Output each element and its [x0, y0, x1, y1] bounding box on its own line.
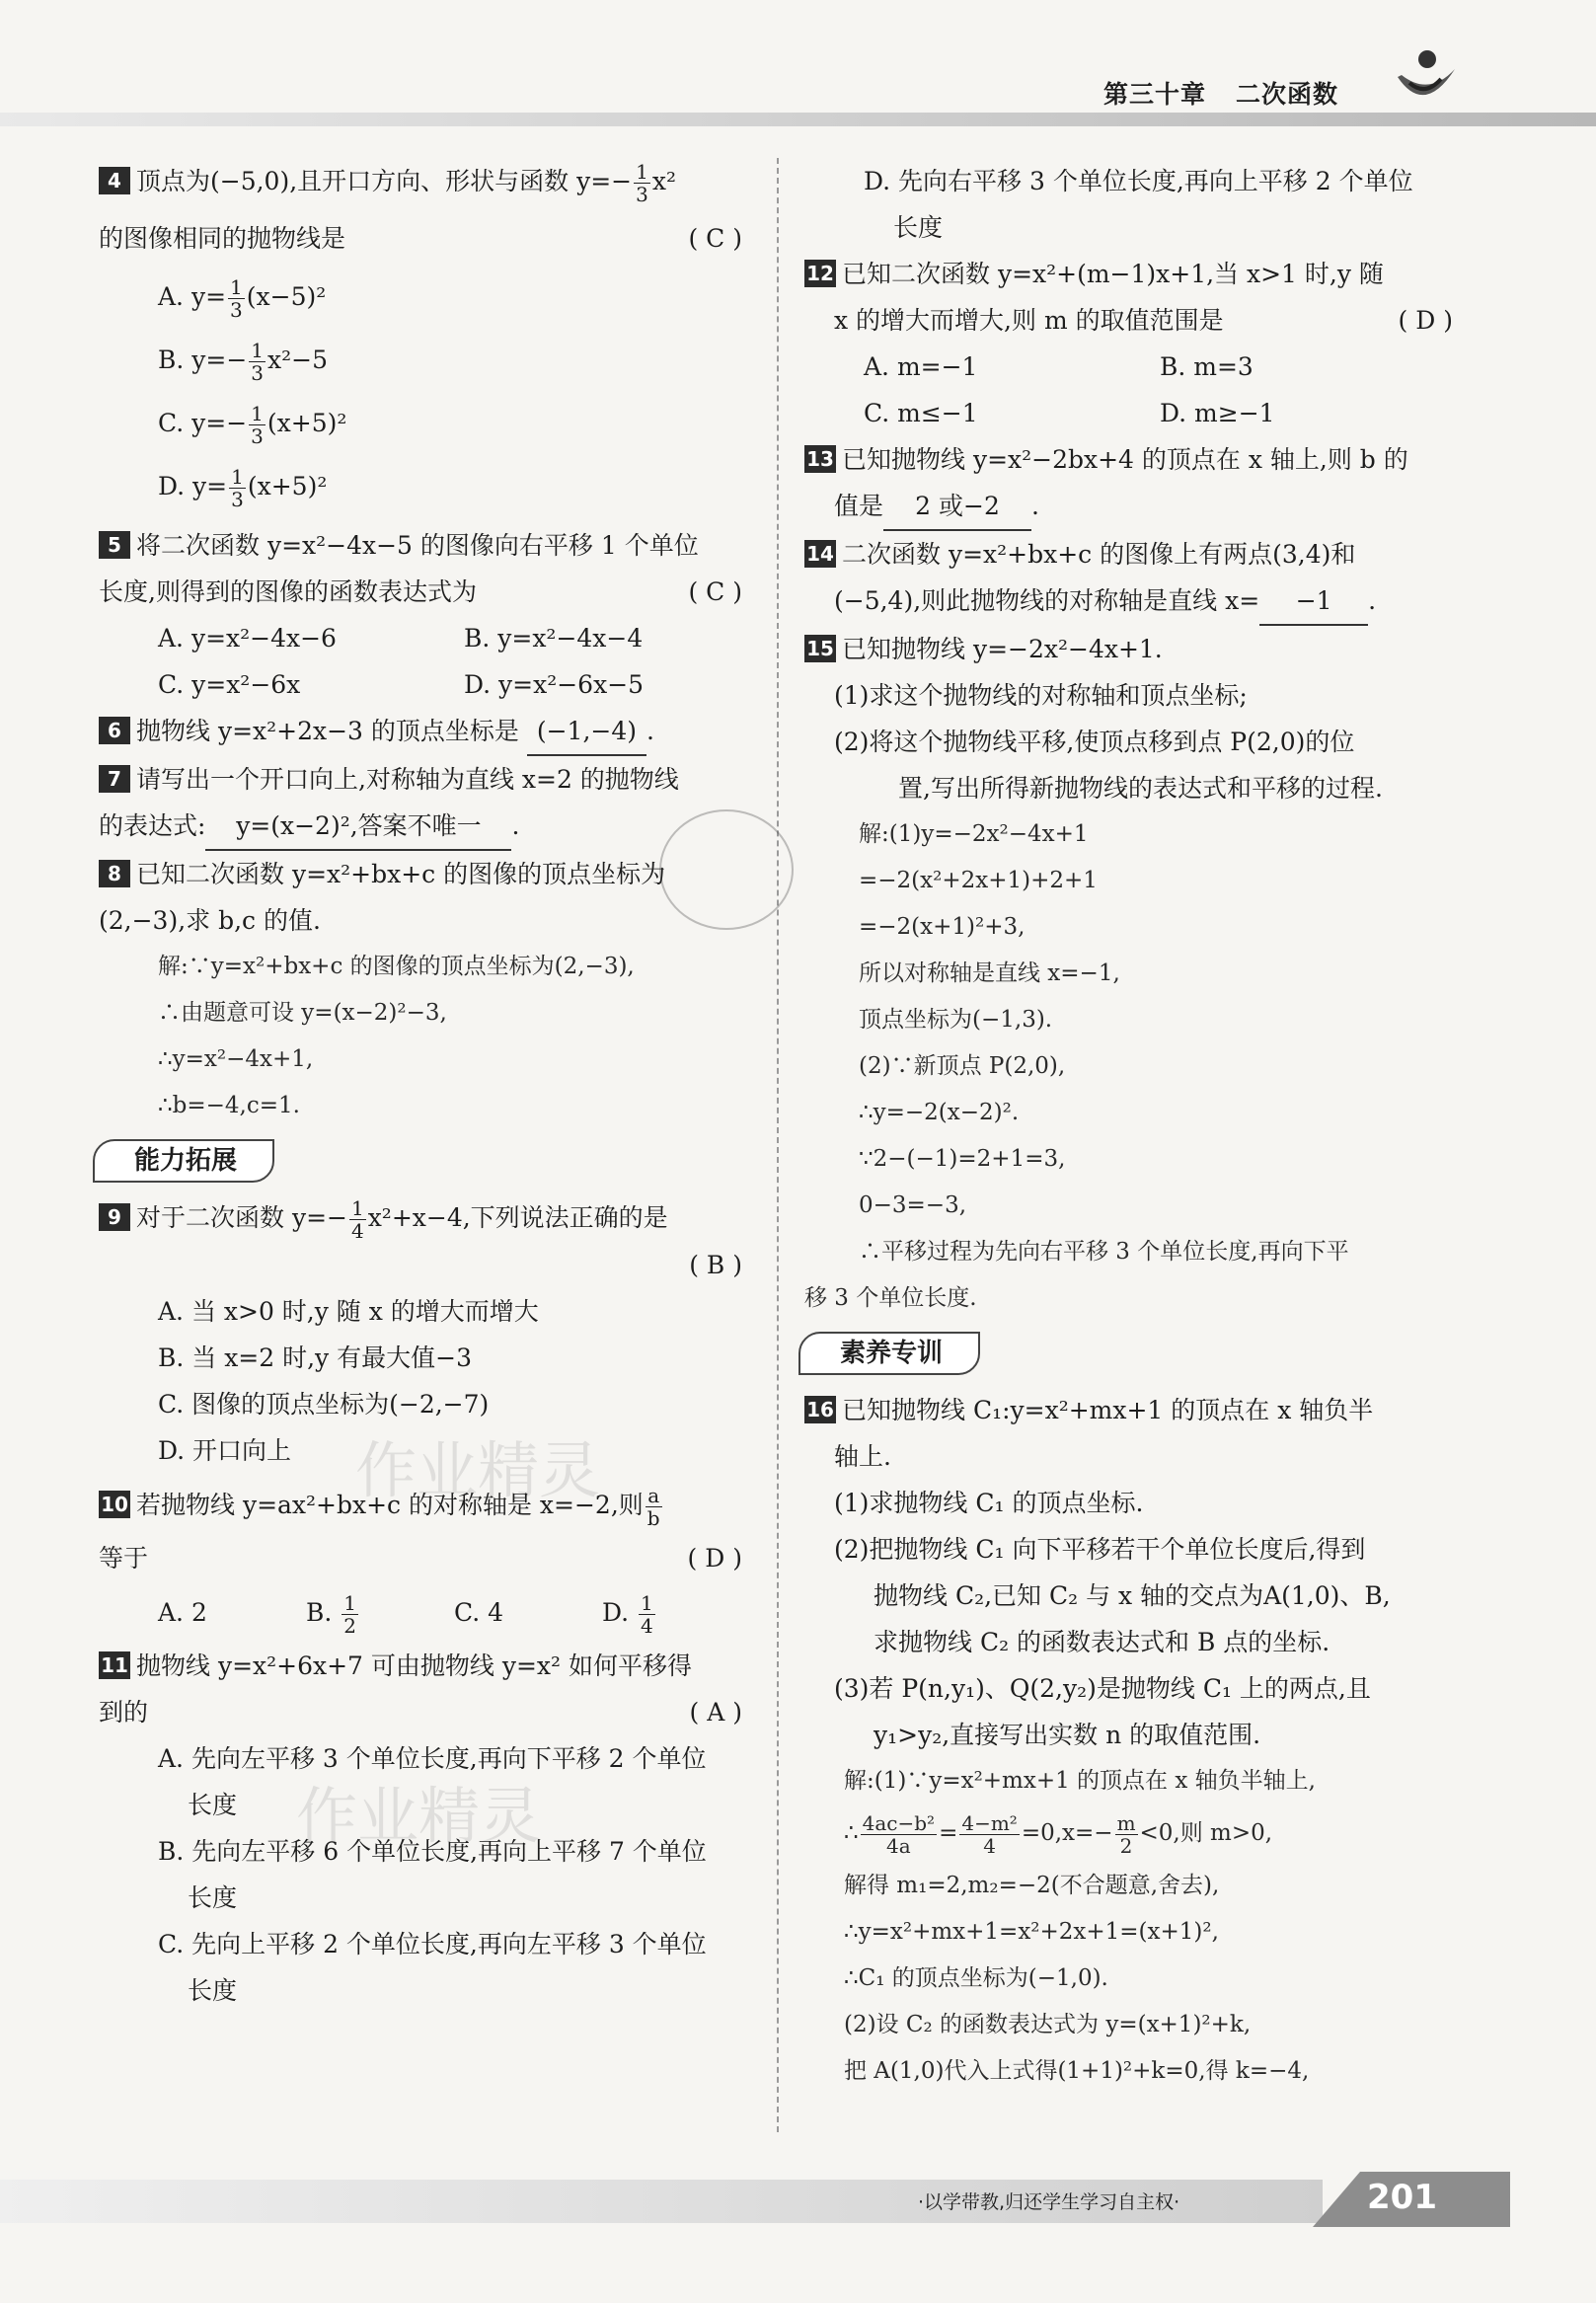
option-c-cont: 长度: [188, 1976, 238, 2005]
options-row: A. m=−1 B. m=3: [864, 352, 1254, 381]
answer: ( B ): [689, 1251, 742, 1279]
option-d: D. y= $\frac{1}{3}$ (x+5)²: [158, 465, 328, 511]
question-11: 11 抛物线 y=x²+6x+7 可由抛物线 y=x² 如何平移得: [99, 1643, 750, 1689]
option-b: B. y=− $\frac{1}{3}$ x²−5: [158, 339, 329, 385]
question-4: [99, 158, 750, 205]
page-header: [0, 59, 1596, 118]
solution-line: ∵2−(−1)=2+1=3,: [859, 1146, 1066, 1172]
solution-line: ∴由题意可设 y=(x−2)²−3,: [158, 1000, 447, 1026]
watermark: 作业精灵: [355, 1434, 601, 1506]
q4-text-a: 顶点为(−5,0),且开口方向、形状与函数 y=−: [136, 167, 633, 195]
right-column: [804, 158, 1461, 2095]
solution-line: (2)∵新顶点 P(2,0),: [859, 1053, 1066, 1079]
option-d: D. 开口向上: [158, 1436, 292, 1465]
section-heading: 能力拓展: [99, 1133, 750, 1189]
option-c: C. 先向上平移 2 个单位长度,再向左平移 3 个单位: [158, 1930, 707, 1958]
question-12-cont: x 的增大而增大,则 m 的取值范围是 ( D ): [804, 297, 1461, 344]
options-row: C. m≤−1 D. m≥−1: [864, 399, 1275, 427]
q4-text-c: 的图像相同的抛物线是: [99, 224, 346, 253]
book-logo-icon: [1390, 47, 1459, 111]
solution-line: ∴y=x²−4x+1,: [158, 1046, 314, 1072]
question-part: (2)将这个抛物线平移,使顶点移到点 P(2,0)的位: [834, 728, 1355, 756]
option-a-cont: 长度: [188, 1791, 238, 1819]
solution-line: ∴ $\frac{\text{4ac−b²}}{4a}$ = $\frac{\text{4−m²}}{4}$ =0,x=− $\frac{m}{2}$ <0,则 m>0,: [844, 1810, 1273, 1858]
question-16-cont: 轴上.: [834, 1442, 891, 1471]
question-8: 8 已知二次函数 y=x²+bx+c 的图像的顶点坐标为: [99, 851, 750, 897]
solution-line: 解:(1)y=−2x²−4x+1: [859, 821, 1089, 847]
question-15: 15 已知抛物线 y=−2x²−4x+1.: [804, 626, 1461, 672]
answer: ( A ): [689, 1698, 742, 1727]
question-part: (1)求抛物线 C₁ 的顶点坐标.: [834, 1489, 1144, 1517]
question-part: (3)若 P(n,y₁)、Q(2,y₂)是抛物线 C₁ 上的两点,且: [834, 1674, 1371, 1703]
answer-blank: (−1,−4): [527, 708, 646, 756]
answer-blank: −1: [1259, 577, 1368, 626]
solution-line: =−2(x+1)²+3,: [859, 914, 1026, 940]
option-d-cont: 长度: [893, 213, 944, 242]
question-9: 9 对于二次函数 y=− $\frac{1}{4}$ x²+x−4,下列说法正确的是: [99, 1194, 750, 1242]
chapter-title: [1103, 75, 1338, 111]
options-row: A. 2 B. $\frac{1}{2}$ C. 4 D. $\frac{1}{4}$: [158, 1591, 653, 1638]
solution-line: ∴C₁ 的顶点坐标为(−1,0).: [844, 1965, 1108, 1991]
answer: ( C ): [688, 577, 742, 606]
solution-line: ∴平移过程为先向右平移 3 个单位长度,再向下平: [859, 1239, 1349, 1265]
solution-line: 0−3=−3,: [859, 1192, 967, 1218]
solution-line: (2)设 C₂ 的函数表达式为 y=(x+1)²+k,: [844, 2012, 1252, 2037]
option-b: B. 当 x=2 时,y 有最大值−3: [158, 1343, 472, 1372]
question-6: 6 抛物线 y=x²+2x−3 的顶点坐标是 (−1,−4) .: [99, 708, 750, 756]
header-bar: [0, 113, 1596, 126]
option-d: D. 先向右平移 3 个单位长度,再向上平移 2 个单位: [864, 167, 1413, 195]
options-row: C. y=x²−6x D. y=x²−6x−5: [158, 670, 645, 699]
option-b-cont: 长度: [188, 1883, 238, 1912]
solution-line: ∴y=x²+mx+1=x²+2x+1=(x+1)²,: [844, 1919, 1219, 1945]
question-14: 14 二次函数 y=x²+bx+c 的图像上有两点(3,4)和: [804, 531, 1461, 577]
question-part: (2)把抛物线 C₁ 向下平移若干个单位长度后,得到: [834, 1535, 1366, 1564]
question-4-cont: [99, 215, 750, 262]
page-footer: [0, 2172, 1596, 2231]
option-a: A. 先向左平移 3 个单位长度,再向下平移 2 个单位: [158, 1744, 707, 1773]
option-b: B. 先向左平移 6 个单位长度,再向上平移 7 个单位: [158, 1837, 707, 1866]
solution-line: =−2(x²+2x+1)+2+1: [859, 868, 1098, 893]
solution-line: 解:(1)∵y=x²+mx+1 的顶点在 x 轴负半轴上,: [844, 1768, 1316, 1794]
question-5-cont: 长度,则得到的图像的函数表达式为 ( C ): [99, 569, 750, 615]
answer: ( D ): [687, 1544, 742, 1573]
question-number: 4: [99, 167, 130, 194]
answer: ( C ): [688, 224, 742, 253]
question-part-cont: 置,写出所得新抛物线的表达式和平移的过程.: [898, 774, 1383, 803]
question-5: 5 将二次函数 y=x²−4x−5 的图像向右平移 1 个单位: [99, 522, 750, 569]
solution-line: 所以对称轴是直线 x=−1,: [859, 960, 1120, 986]
question-12: 12 已知二次函数 y=x²+(m−1)x+1,当 x>1 时,y 随: [804, 251, 1461, 297]
chapter-topic: 二次函数: [1236, 80, 1339, 109]
solution-line: 移 3 个单位长度.: [804, 1285, 977, 1311]
options-row: A. y=x²−4x−6 B. y=x²−4x−4: [158, 624, 644, 653]
question-16: 16 已知抛物线 C₁:y=x²+mx+1 的顶点在 x 轴负半: [804, 1387, 1461, 1433]
solution-line: 解:∵y=x²+bx+c 的图像的顶点坐标为(2,−3),: [158, 954, 635, 979]
footer-motto: ·以学带教,归还学生学习自主权·: [918, 2191, 1180, 2213]
question-part-cont: 抛物线 C₂,已知 C₂ 与 x 轴的交点为A(1,0)、B,: [874, 1581, 1391, 1610]
solution-line: 顶点坐标为(−1,3).: [859, 1007, 1053, 1033]
left-column: [99, 158, 750, 2014]
question-part-cont: 求抛物线 C₂ 的函数表达式和 B 点的坐标.: [874, 1628, 1330, 1656]
answer-blank: y=(x−2)²,答案不唯一: [205, 803, 511, 851]
question-13: 13 已知抛物线 y=x²−2bx+4 的顶点在 x 轴上,则 b 的: [804, 436, 1461, 483]
option-a: A. 当 x>0 时,y 随 x 的增大而增大: [158, 1297, 539, 1326]
watermark: 作业精灵: [296, 1780, 542, 1852]
answer-blank: 2 或−2: [883, 483, 1031, 531]
solution-line: 把 A(1,0)代入上式得(1+1)²+k=0,得 k=−4,: [844, 2058, 1310, 2084]
solution-line: 解得 m₁=2,m₂=−2(不合题意,舍去),: [844, 1873, 1220, 1898]
chapter-number: 第三十章: [1103, 80, 1207, 109]
question-part: (1)求这个抛物线的对称轴和顶点坐标;: [834, 681, 1248, 710]
column-divider: [777, 158, 779, 2132]
question-10-cont: 等于 ( D ): [99, 1535, 750, 1581]
question-7-cont: 的表达式: y=(x−2)²,答案不唯一 .: [99, 803, 750, 851]
option-c: C. y=− $\frac{1}{3}$ (x+5)²: [158, 402, 347, 448]
section-heading: 素养专训: [804, 1326, 1461, 1381]
question-8-cont: (2,−3),求 b,c 的值.: [99, 906, 321, 935]
question-11-cont: 到的 ( A ): [99, 1689, 750, 1735]
page-number: 201: [1367, 2178, 1437, 2217]
question-7: 7 请写出一个开口向上,对称轴为直线 x=2 的抛物线: [99, 756, 750, 803]
question-10: 10 若抛物线 y=ax²+bx+c 的对称轴是 x=−2,则 $\frac{a}{b}$: [99, 1482, 750, 1529]
option-a: A. y= $\frac{1}{3}$ (x−5)²: [158, 275, 327, 322]
question-9-answer: [99, 1242, 750, 1288]
fraction: $\frac{1}{3}$: [636, 160, 648, 206]
answer: ( D ): [1398, 306, 1453, 335]
solution-line: ∴b=−4,c=1.: [158, 1093, 300, 1118]
question-13-cont: 值是 2 或−2 .: [804, 483, 1461, 531]
question-14-cont: (−5,4),则此抛物线的对称轴是直线 x= −1 .: [804, 577, 1461, 626]
solution-line: ∴y=−2(x−2)².: [859, 1100, 1020, 1125]
option-c: C. 图像的顶点坐标为(−2,−7): [158, 1390, 490, 1419]
question-part-cont: y₁>y₂,直接写出实数 n 的取值范围.: [874, 1721, 1261, 1749]
q4-text-b: x²: [651, 167, 676, 195]
